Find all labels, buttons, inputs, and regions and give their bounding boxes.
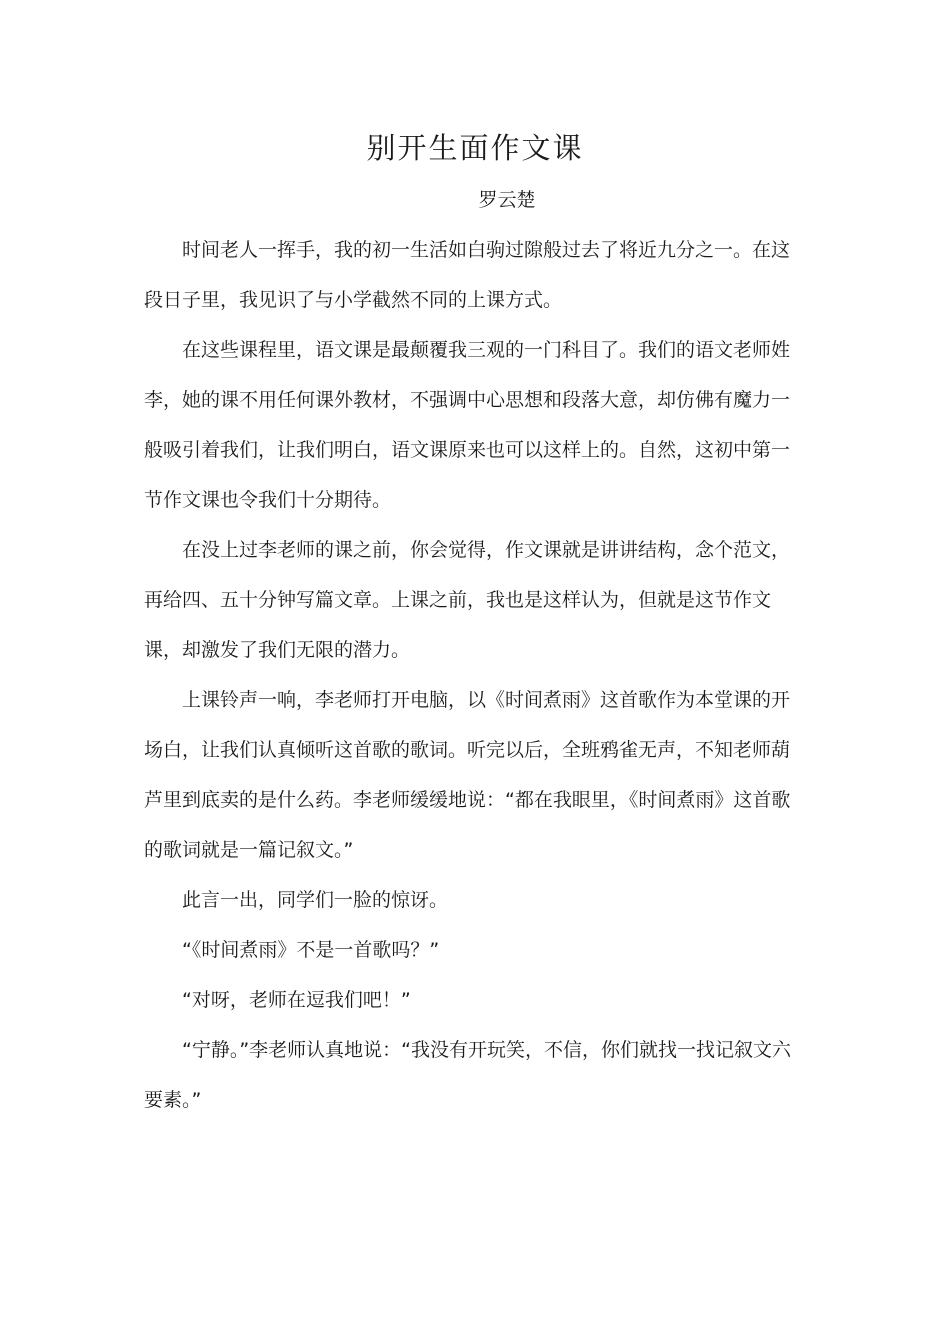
dialogue-paragraph: “宁静。”李老师认真地说：“我没有开玩笑，不信，你们就找一找记叙文六要素。” — [144, 1039, 792, 1111]
paragraph: 时间老人一挥手，我的初一生活如白驹过隙般过去了将近九分之一。在这段日子里，我见识了与小学截然不同的上课方式。 — [144, 239, 791, 311]
dialogue-paragraph: “对呀，老师在逗我们吧！” — [182, 989, 411, 1011]
document-title: 别开生面作文课 — [366, 131, 584, 165]
paragraph: 此言一出，同学们一脸的惊讶。 — [182, 889, 449, 911]
paragraph: 上课铃声一响，李老师打开电脑，以《时间煮雨》这首歌作为本堂课的开场白，让我们认真倾听这首歌的歌词。听完以后，全班鸦雀无声，不知老师葫芦里到底卖的是什么药。李老师缓缓地说：“都在我眼里，《时间煮雨》这首歌的歌词就是一篇记叙文。” — [144, 689, 791, 861]
paragraph: 在这些课程里，语文课是最颠覆我三观的一门科目了。我们的语文老师姓李，她的课不用任何课外教材，不强调中心思想和段落大意，却仿佛有魔力一般吸引着我们，让我们明白，语文课原来也可以这样上的。自然，这初中第一节作文课也令我们十分期待。 — [144, 339, 791, 511]
paragraph: 在没上过李老师的课之前，你会觉得，作文课就是讲讲结构，念个范文，再给四、五十分钟写篇文章。上课之前，我也是这样认为，但就是这节作文课，却激发了我们无限的潜力。 — [144, 539, 791, 661]
document-author: 罗云楚 — [478, 189, 536, 211]
document-body — [144, 225, 806, 1125]
dialogue-paragraph: “《时间煮雨》不是一首歌吗？” — [182, 939, 440, 961]
